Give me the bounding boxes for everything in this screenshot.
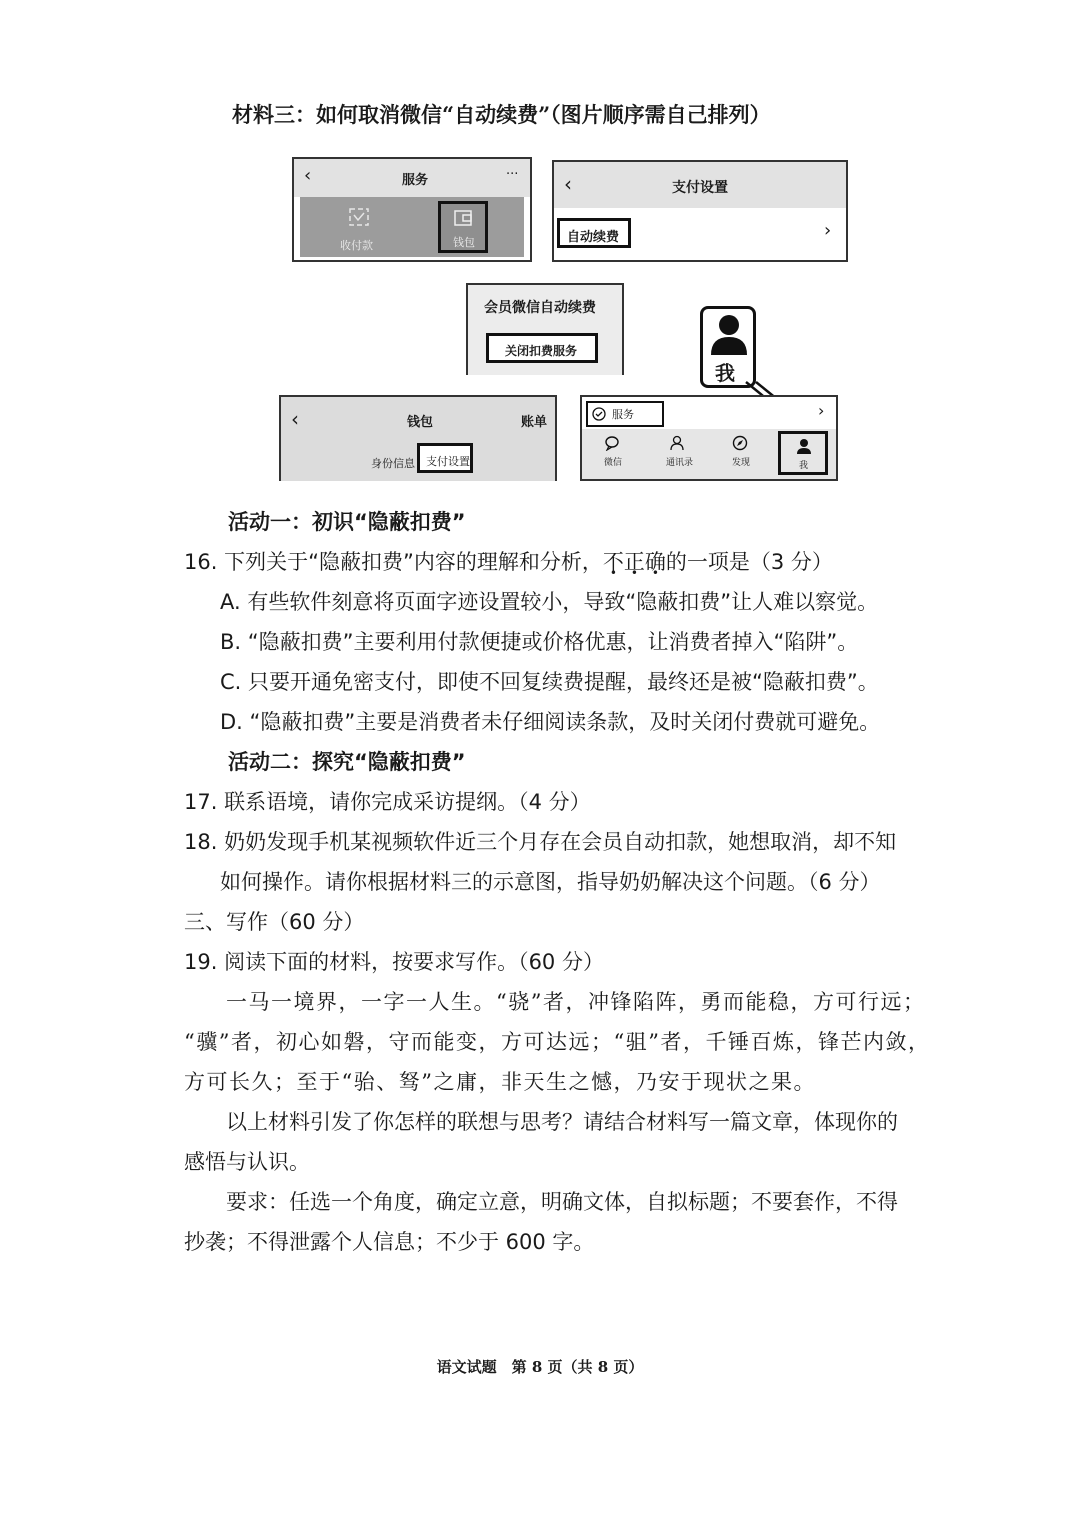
activity2-heading: 活动二：探究“隐蔽扣费”	[228, 750, 466, 774]
pay-settings-label: 支付设置	[426, 455, 470, 468]
member-renew-title: 会员微信自动续费	[484, 300, 596, 316]
cancel-deduction-highlight	[486, 333, 598, 363]
q17: 17. 联系语境，请你完成采访提纲。（4 分）	[184, 790, 591, 814]
more-icon: ···	[506, 167, 519, 182]
wallet-icon	[453, 208, 475, 228]
wallet-highlight	[438, 201, 488, 253]
tab-chats: 微信	[604, 458, 623, 468]
pay-receive-label: 收付款	[340, 239, 373, 252]
auto-renew-highlight	[557, 218, 631, 248]
section3-heading: 三、写作（60 分）	[184, 910, 365, 934]
check-circle-icon	[592, 407, 606, 421]
me-callout	[700, 306, 756, 388]
screen-services	[292, 157, 532, 262]
q19-material-line2: “骥”者，初心如磐，守而能变，方可达远；“驵”者，千锤百炼，锋芒内敛，	[184, 1030, 931, 1054]
q16-stem-b: 的一项是（3 分）	[665, 550, 833, 574]
q16-option-c: C. 只要开通免密支付，即使不回复续费提醒，最终还是被“隐蔽扣费”。	[220, 670, 879, 694]
page-footer: 语文试题 第 8 页（共 8 页）	[436, 1358, 644, 1376]
tab-bar	[582, 429, 836, 479]
me-tab-highlight	[778, 431, 828, 475]
me-tab-icon	[796, 438, 812, 454]
q16-option-d: D. “隐蔽扣费”主要是消费者未仔细阅读条款，及时关闭付费就可避免。	[220, 710, 881, 734]
wallet-title: 钱包	[407, 415, 434, 430]
bill-label: 账单	[521, 415, 548, 430]
emphasis-char: 确	[644, 550, 666, 574]
q19-material-line1: 一马一境界，一字一人生。“骁”者，冲锋陷阵，勇而能稳，方可行远；	[226, 990, 926, 1014]
services-row-label: 服务	[612, 408, 634, 421]
q19-requirement-line2: 抄袭；不得泄露个人信息；不少于 600 字。	[184, 1230, 595, 1254]
tab-me: 我	[799, 461, 809, 471]
back-icon: ‹	[564, 172, 572, 196]
wallet-label: 钱包	[453, 236, 475, 249]
person-icon	[709, 313, 749, 355]
emphasis-char: 正	[623, 550, 645, 574]
activity1-heading: 活动一：初识“隐蔽扣费”	[228, 510, 466, 534]
contacts-icon	[670, 435, 688, 451]
tab-discover: 发现	[732, 458, 751, 468]
emphasis-char: 不	[602, 550, 624, 574]
compass-icon	[732, 435, 748, 451]
auto-renew-label: 自动续费	[567, 230, 620, 245]
q16-stem	[184, 547, 833, 577]
me-callout-label: 我	[715, 361, 735, 385]
pay-settings-highlight	[417, 443, 473, 473]
back-icon: ‹	[291, 407, 299, 431]
identity-label: 身份信息	[371, 457, 415, 470]
material-title: 材料三：如何取消微信“自动续费”（图片顺序需自己排列）	[232, 102, 771, 127]
chat-icon	[604, 435, 620, 451]
q19-requirement-line1: 要求：任选一个角度，确定立意，明确文体，自拟标题；不要套作，不得	[226, 1190, 898, 1214]
screen-member-renew	[466, 283, 624, 375]
qr-icon	[348, 207, 370, 227]
q18-line1: 18. 奶奶发现手机某视频软件近三个月存在会员自动扣款，她想取消，却不知	[184, 830, 897, 854]
q18-line2: 如何操作。请你根据材料三的示意图，指导奶奶解决这个问题。（6 分）	[220, 870, 881, 894]
chevron-right-icon: ›	[824, 220, 832, 241]
cancel-deduction-label: 关闭扣费服务	[505, 344, 578, 358]
screen-wallet	[279, 395, 557, 481]
q16-option-b: B. “隐蔽扣费”主要利用付款便捷或价格优惠，让消费者掉入“陷阱”。	[220, 630, 859, 654]
tab-contacts: 通讯录	[666, 458, 694, 468]
q16-number: 16.	[184, 550, 218, 574]
q19-material-line3: 方可长久；至于“骀、驽”之庸，非天生之憾，乃安于现状之果。	[184, 1070, 816, 1094]
back-icon: ‹	[304, 165, 312, 186]
q19-prompt-line2: 感悟与认识。	[184, 1150, 310, 1174]
screen-pay-settings	[552, 160, 848, 262]
services-title: 服务	[402, 173, 429, 188]
q16-stem-a: 下列关于“隐蔽扣费”内容的理解和分析，	[224, 550, 603, 574]
pay-settings-title: 支付设置	[672, 180, 728, 196]
screen-me	[580, 395, 838, 481]
services-row	[586, 401, 664, 427]
q19-prompt-line1: 以上材料引发了你怎样的联想与思考？请结合材料写一篇文章，体现你的	[226, 1110, 898, 1134]
services-panel	[300, 197, 524, 257]
q19-stem: 19. 阅读下面的材料，按要求写作。（60 分）	[184, 950, 604, 974]
chevron-right-icon: ›	[818, 401, 825, 420]
q16-option-a: A. 有些软件刻意将页面字迹设置较小，导致“隐蔽扣费”让人难以察觉。	[220, 590, 879, 614]
